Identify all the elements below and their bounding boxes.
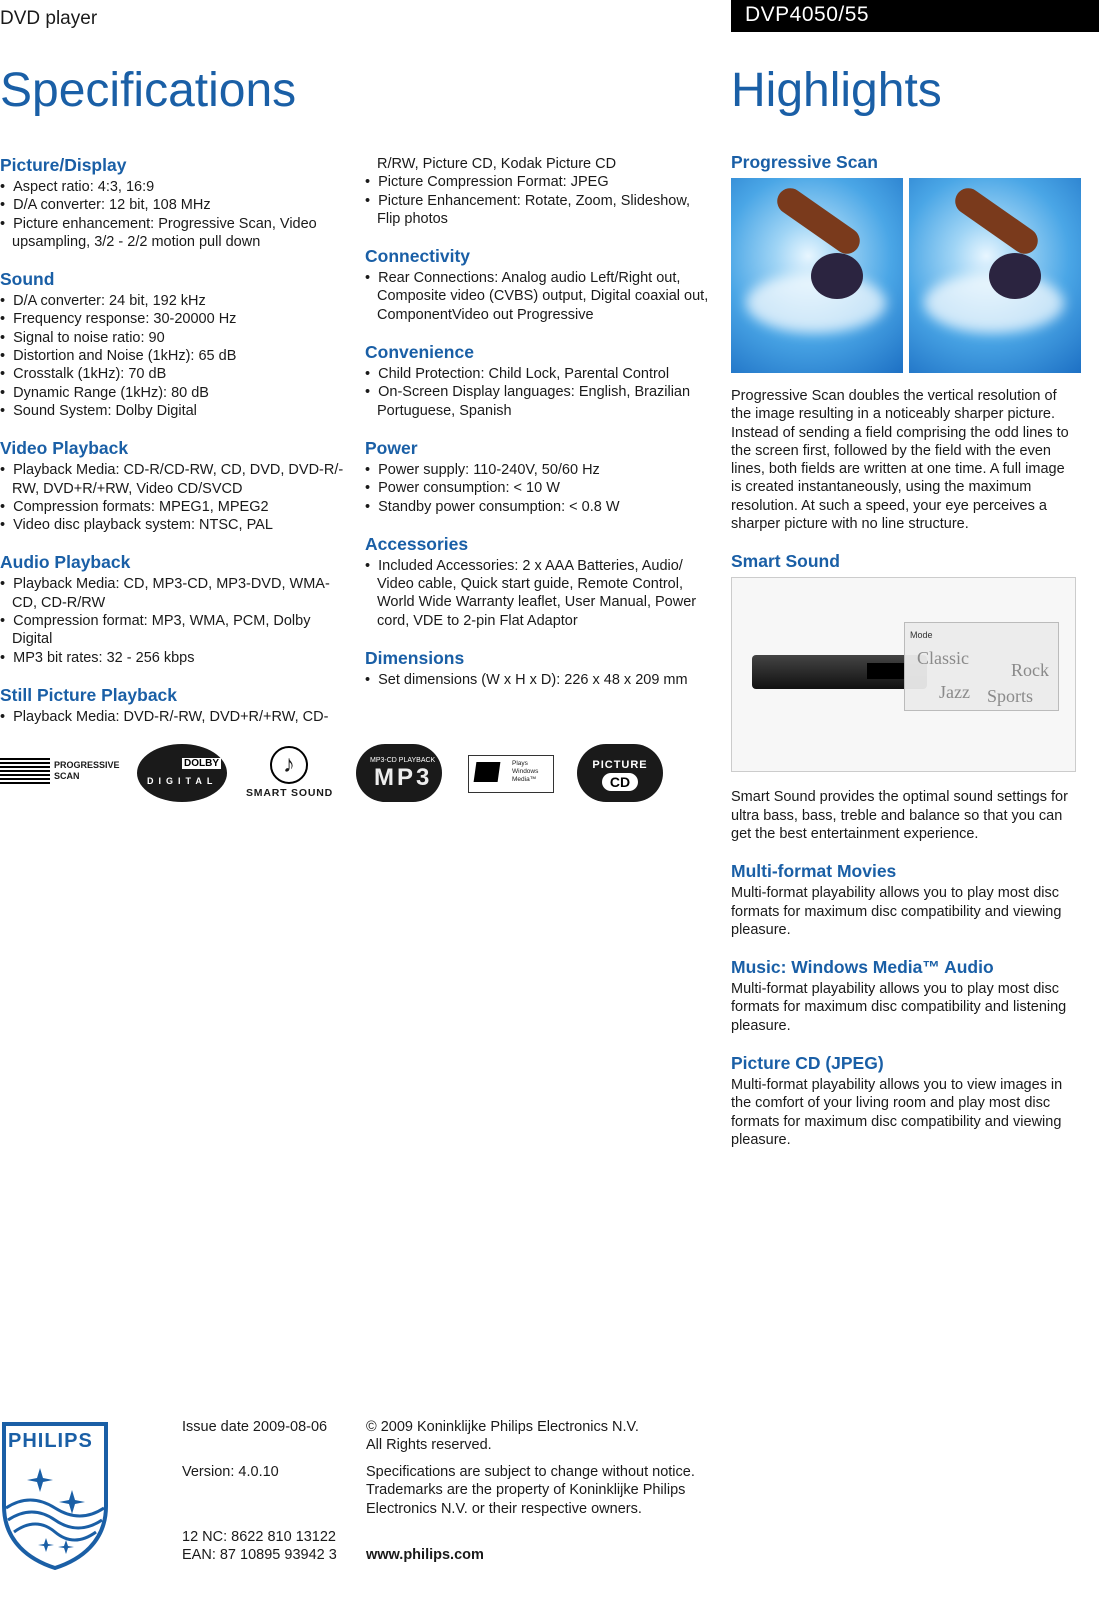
list-dimensions — [365, 671, 710, 689]
picture-cd-logo-text: PICTURE — [592, 759, 648, 771]
list-item: • Playback Media: DVD-R/-RW, DVD+R/+RW, CD- — [0, 708, 345, 726]
website-link[interactable]: www.philips.com — [366, 1547, 484, 1563]
player-display — [867, 663, 905, 679]
scan-lines-icon — [0, 758, 50, 786]
highlights-column — [731, 152, 1076, 1149]
heading-convenience: Convenience — [365, 342, 474, 363]
heading-picture-cd: Picture CD (JPEG) — [731, 1053, 884, 1074]
windows-flag-icon — [474, 762, 501, 782]
model-number: DVP4050/55 — [745, 3, 870, 26]
cd-logo-text: CD — [602, 773, 638, 791]
picture-cd-description: Multi-format playability allows you to view images in the comfort of your living room and play most disc formats for maximum disc compatibility and viewing pleasure. — [731, 1077, 1063, 1148]
list-item: • Power supply: 110-240V, 50/60 Hz — [365, 461, 710, 479]
heading-progressive-scan: Progressive Scan — [731, 152, 878, 172]
dolby-digital-logo — [137, 744, 227, 802]
list-still-picture — [0, 708, 345, 726]
list-still-picture-cont — [365, 173, 710, 228]
list-picture-display — [0, 178, 345, 251]
list-item: • Playback Media: CD, MP3-CD, MP3-DVD, WMA-CD, CD-R/RW — [0, 575, 345, 612]
progressive-scan-image — [731, 178, 1076, 373]
list-item: • Video disc playback system: NTSC, PAL — [0, 516, 345, 534]
progressive-scan-logo — [0, 740, 120, 810]
smart-sound-image — [731, 577, 1076, 772]
list-item-continuation: R/RW, Picture CD, Kodak Picture CD — [377, 156, 617, 172]
list-connectivity — [365, 269, 710, 324]
list-item: • Picture Enhancement: Rotate, Zoom, Slideshow, Flip photos — [365, 192, 710, 229]
list-item: • D/A converter: 12 bit, 108 MHz — [0, 196, 345, 214]
list-item: • Picture Compression Format: JPEG — [365, 173, 710, 191]
windows-media-description: Multi-format playability allows you to play most disc formats for maximum disc compatibility and listening pleasure. — [731, 981, 1067, 1034]
rights: All Rights reserved. — [366, 1437, 492, 1453]
heading-audio-playback: Audio Playback — [0, 552, 131, 573]
list-accessories — [365, 557, 710, 630]
philips-shield-logo — [0, 1420, 110, 1570]
heading-multi-format: Multi-format Movies — [731, 861, 897, 882]
smart-sound-logo-text: SMART SOUND — [246, 787, 333, 799]
heading-dimensions: Dimensions — [365, 648, 465, 669]
heading-smart-sound: Smart Sound — [731, 551, 840, 572]
list-item: • Dynamic Range (1kHz): 80 dB — [0, 384, 345, 402]
progressive-scan-logo-text: PROGRESSIVE SCAN — [54, 760, 120, 781]
highlights-title: Highlights — [731, 64, 942, 117]
list-item: • Distortion and Noise (1kHz): 65 dB — [0, 347, 345, 365]
windows-media-logo-text: Plays Windows Media™ — [512, 760, 539, 783]
list-item: • Frequency response: 30-20000 Hz — [0, 310, 345, 328]
list-audio-playback — [0, 575, 345, 666]
model-number-bar — [731, 0, 1099, 32]
mp3-playback-logo — [356, 744, 442, 802]
heading-picture-display: Picture/Display — [0, 155, 127, 175]
heading-accessories: Accessories — [365, 533, 469, 554]
swimmer-image-right — [909, 178, 1081, 373]
list-convenience — [365, 365, 710, 420]
sound-mode-panel — [904, 622, 1059, 711]
list-video-playback — [0, 461, 345, 534]
heading-still-picture: Still Picture Playback — [0, 684, 178, 705]
issue-date: Issue date 2009-08-06 — [182, 1419, 328, 1435]
mp3-logo-caption: MP3-CD PLAYBACK — [370, 757, 436, 764]
heading-power: Power — [365, 437, 418, 458]
list-item: • Crosstalk (1kHz): 70 dB — [0, 365, 345, 383]
mp3-logo-text: MP3 — [374, 764, 433, 791]
list-item: • Sound System: Dolby Digital — [0, 402, 345, 420]
music-note-icon: ♪ — [270, 746, 308, 784]
mode-classic: Classic — [917, 648, 969, 669]
multi-format-description: Multi-format playability allows you to play most disc formats for maximum disc compatibility and viewing pleasure. — [731, 885, 1062, 938]
list-item: • Standby power consumption: < 0.8 W — [365, 498, 710, 516]
spec-column-1 — [0, 155, 345, 726]
list-item: • Child Protection: Child Lock, Parental Control — [365, 365, 710, 383]
mode-label: Mode — [910, 630, 933, 641]
picture-cd-logo — [577, 744, 663, 802]
progressive-scan-description: Progressive Scan doubles the vertical resolution of the image resulting in a noticeably sharper picture. Instead of sending a field comprising the odd lines to the screen first, followed by the field with the even lines, both fields are written at one time. A full image is created instantaneously, using the maximum resolution. At such a speed, your eye perceives a sharper picture with no line structure. — [731, 388, 1069, 533]
heading-sound: Sound — [0, 269, 55, 290]
spec-column-2 — [365, 155, 710, 689]
specifications-title: Specifications — [0, 64, 297, 117]
list-item: • Playback Media: CD-R/CD-RW, CD, DVD, DVD-R/-RW, DVD+R/+RW, Video CD/SVCD — [0, 461, 345, 498]
philips-brand-text: PHILIPS — [8, 1430, 93, 1452]
dolby-logo-text: DOLBY — [184, 758, 219, 769]
list-item: • Included Accessories: 2 x AAA Batteries, Audio/ Video cable, Quick start guide, Remote Control, World Wide Warranty leaflet, User Manual, Power cord, VDE to 2-pin Flat Adaptor — [365, 557, 710, 630]
swimmer-image-left — [731, 178, 903, 373]
dvd-player-image — [752, 655, 927, 689]
heading-connectivity: Connectivity — [365, 246, 471, 267]
list-item: • On-Screen Display languages: English, Brazilian Portuguese, Spanish — [365, 383, 710, 420]
list-item: • Power consumption: < 10 W — [365, 479, 710, 497]
list-item: • Signal to noise ratio: 90 — [0, 329, 345, 347]
list-item: • Picture enhancement: Progressive Scan, Video upsampling, 3/2 - 2/2 motion pull down — [0, 215, 345, 252]
mode-sports: Sports — [987, 686, 1034, 707]
smart-sound-description: Smart Sound provides the optimal sound settings for ultra bass, bass, treble and balance so that you can get the best entertainment experience. — [731, 789, 1068, 842]
ean-code: EAN: 87 10895 93942 3 — [182, 1547, 337, 1563]
list-sound — [0, 292, 345, 420]
list-item: • Aspect ratio: 4:3, 16:9 — [0, 178, 345, 196]
list-item: • Rear Connections: Analog audio Left/Right out, Composite video (CVBS) output, Digital coaxial out, ComponentVideo out Progressive — [365, 269, 710, 324]
list-power — [365, 461, 710, 516]
copyright: © 2009 Koninklijke Philips Electronics N.V. — [366, 1419, 639, 1435]
disclaimer: Specifications are subject to change without notice. Trademarks are the property of Koninklijke Philips Electronics N.V. or their respective owners. — [366, 1464, 695, 1517]
list-item: • Compression formats: MPEG1, MPEG2 — [0, 498, 345, 516]
digital-logo-text: DIGITAL — [147, 776, 218, 786]
document-type: DVD player — [0, 8, 98, 29]
nc-code: 12 NC: 8622 810 13122 — [182, 1529, 336, 1545]
mode-jazz: Jazz — [939, 682, 970, 703]
windows-media-logo — [468, 755, 554, 793]
list-item: • Set dimensions (W x H x D): 226 x 48 x 209 mm — [365, 671, 710, 689]
heading-windows-media: Music: Windows Media™ Audio — [731, 957, 994, 978]
version: Version: 4.0.10 — [182, 1464, 279, 1480]
list-item: • Compression format: MP3, WMA, PCM, Dolby Digital — [0, 612, 345, 649]
feature-logos — [0, 740, 700, 810]
mode-rock: Rock — [1011, 660, 1049, 681]
list-item: • MP3 bit rates: 32 - 256 kbps — [0, 649, 345, 667]
list-item: • D/A converter: 24 bit, 192 kHz — [0, 292, 345, 310]
heading-video-playback: Video Playback — [0, 438, 129, 459]
